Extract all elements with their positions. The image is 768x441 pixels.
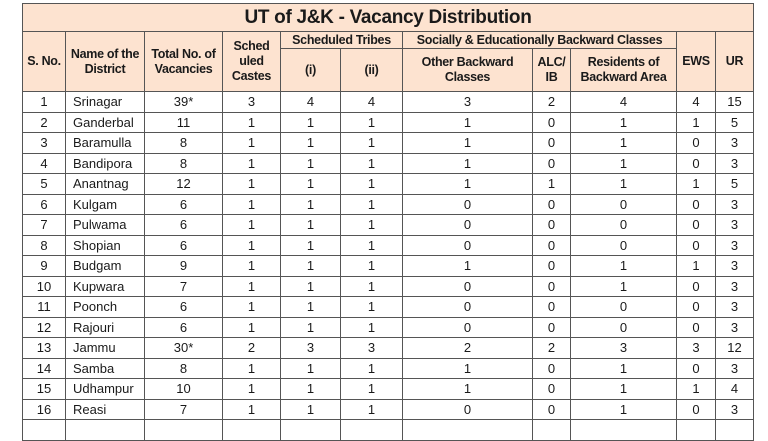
table-cell: 1 (571, 112, 677, 133)
table-cell: 6 (145, 317, 223, 338)
header-obc: Other Backward Classes (403, 49, 533, 92)
table-cell: 1 (341, 235, 403, 256)
district-name-cell: Reasi (66, 399, 145, 420)
table-cell: 1 (281, 153, 341, 174)
table-cell: 5 (23, 174, 66, 195)
table-cell: 8 (145, 133, 223, 154)
table-cell: 1 (571, 153, 677, 174)
table-cell: 1 (223, 153, 281, 174)
table-cell: 1 (571, 399, 677, 420)
table-cell: 1 (341, 276, 403, 297)
table-cell: 1 (281, 133, 341, 154)
table-cell: 1 (341, 215, 403, 236)
table-cell (716, 420, 754, 441)
table-cell: 2 (533, 92, 571, 113)
header-st-ii: (ii) (341, 49, 403, 92)
table-cell: 0 (533, 297, 571, 318)
table-cell: 1 (341, 256, 403, 277)
table-cell: 1 (341, 297, 403, 318)
table-row (23, 235, 754, 256)
table-cell: 1 (281, 297, 341, 318)
table-cell: 3 (716, 297, 754, 318)
table-cell: 0 (677, 399, 716, 420)
table-cell: 12 (23, 317, 66, 338)
table-cell: 1 (341, 174, 403, 195)
table-cell: 3 (341, 338, 403, 359)
table-row (23, 276, 754, 297)
table-cell: 0 (571, 317, 677, 338)
table-row (23, 92, 754, 113)
table-cell: 1 (281, 112, 341, 133)
table-cell: 3 (23, 133, 66, 154)
district-name-cell: Bandipora (66, 153, 145, 174)
table-cell: 11 (23, 297, 66, 318)
table-cell: 1 (223, 174, 281, 195)
district-name-cell: Jammu (66, 338, 145, 359)
table-cell: 0 (533, 256, 571, 277)
table-cell: 1 (223, 133, 281, 154)
table-cell: 1 (223, 297, 281, 318)
table-cell (281, 420, 341, 441)
table-cell: 2 (23, 112, 66, 133)
table-cell: 6 (23, 194, 66, 215)
table-row (23, 133, 754, 154)
district-name-cell: Baramulla (66, 133, 145, 154)
table-cell: 1 (571, 133, 677, 154)
table-cell: 0 (533, 235, 571, 256)
table-cell: 0 (677, 153, 716, 174)
table-row (23, 174, 754, 195)
table-cell: 1 (571, 276, 677, 297)
table-cell: 1 (281, 358, 341, 379)
table-cell: 30* (145, 338, 223, 359)
table-cell: 1 (223, 112, 281, 133)
table-cell: 6 (145, 215, 223, 236)
table-cell: 0 (533, 133, 571, 154)
table-cell: 1 (223, 379, 281, 400)
table-cell: 1 (223, 194, 281, 215)
table-cell: 11 (145, 112, 223, 133)
table-cell: 3 (716, 399, 754, 420)
table-cell: 0 (533, 379, 571, 400)
table-cell: 8 (145, 153, 223, 174)
table-cell: 1 (281, 256, 341, 277)
table-cell: 7 (23, 215, 66, 236)
table-cell: 1 (281, 174, 341, 195)
table-cell: 15 (716, 92, 754, 113)
header-sno: S. No. (23, 32, 66, 92)
table-cell: 0 (533, 399, 571, 420)
table-cell: 0 (677, 276, 716, 297)
table-cell: 1 (281, 379, 341, 400)
table-cell: 9 (23, 256, 66, 277)
district-name-cell: Rajouri (66, 317, 145, 338)
table-cell: 1 (223, 358, 281, 379)
table-cell: 1 (281, 235, 341, 256)
table-cell: 12 (716, 338, 754, 359)
table-cell: 0 (403, 276, 533, 297)
table-cell: 1 (403, 112, 533, 133)
table-cell: 14 (23, 358, 66, 379)
table-cell: 3 (716, 317, 754, 338)
table-cell: 6 (145, 297, 223, 318)
table-cell: 39* (145, 92, 223, 113)
table-cell: 1 (677, 112, 716, 133)
table-cell (533, 420, 571, 441)
table-cell: 1 (281, 194, 341, 215)
table-row (23, 256, 754, 277)
table-row (23, 112, 754, 133)
table-row (23, 153, 754, 174)
table-cell: 3 (571, 338, 677, 359)
table-cell: 1 (403, 379, 533, 400)
table-cell: 6 (145, 194, 223, 215)
table-cell: 13 (23, 338, 66, 359)
table-cell: 1 (403, 358, 533, 379)
table-cell: 3 (716, 276, 754, 297)
table-cell: 0 (571, 215, 677, 236)
table-cell (66, 420, 145, 441)
table-cell: 0 (677, 235, 716, 256)
table-cell: 3 (716, 133, 754, 154)
table-cell: 1 (223, 235, 281, 256)
table-cell (23, 420, 66, 441)
district-name-cell: Pulwama (66, 215, 145, 236)
table-cell: 0 (533, 153, 571, 174)
table-cell: 0 (533, 276, 571, 297)
table-cell: 0 (533, 317, 571, 338)
table-cell: 3 (716, 358, 754, 379)
header-district: Name of the District (66, 32, 145, 92)
table-cell: 1 (403, 174, 533, 195)
header-sebc: Socially & Educationally Backward Classes (403, 32, 677, 49)
table-cell: 8 (145, 358, 223, 379)
table-cell: 0 (403, 297, 533, 318)
district-name-cell: Anantnag (66, 174, 145, 195)
table-cell: 2 (533, 338, 571, 359)
table-cell: 3 (403, 92, 533, 113)
table-cell: 7 (145, 399, 223, 420)
table-cell: 8 (23, 235, 66, 256)
table-row (23, 297, 754, 318)
table-cell: 4 (716, 379, 754, 400)
table-cell: 0 (677, 297, 716, 318)
table-cell: 4 (281, 92, 341, 113)
table-cell: 1 (341, 379, 403, 400)
table-row (23, 194, 754, 215)
district-name-cell: Udhampur (66, 379, 145, 400)
table-cell: 4 (571, 92, 677, 113)
table-cell: 1 (281, 215, 341, 236)
table-cell: 1 (677, 174, 716, 195)
table-cell: 4 (341, 92, 403, 113)
table-cell: 1 (281, 317, 341, 338)
table-cell: 1 (571, 358, 677, 379)
district-name-cell: Samba (66, 358, 145, 379)
table-row (23, 358, 754, 379)
district-name-cell: Srinagar (66, 92, 145, 113)
table-cell: 1 (223, 256, 281, 277)
table-cell: 0 (403, 399, 533, 420)
district-name-cell: Kulgam (66, 194, 145, 215)
vacancy-table (22, 3, 754, 441)
table-row (23, 338, 754, 359)
table-cell: 1 (341, 194, 403, 215)
district-name-cell: Ganderbal (66, 112, 145, 133)
table-cell: 1 (341, 133, 403, 154)
header-sc: Sched uled Castes (223, 32, 281, 92)
table-cell: 3 (716, 215, 754, 236)
table-cell: 0 (677, 133, 716, 154)
table-cell: 1 (341, 317, 403, 338)
table-cell: 3 (716, 194, 754, 215)
table-cell (403, 420, 533, 441)
table-cell: 2 (223, 338, 281, 359)
header-st: Scheduled Tribes (281, 32, 403, 49)
table-cell: 4 (23, 153, 66, 174)
table-cell (223, 420, 281, 441)
table-cell (145, 420, 223, 441)
header-ur: UR (716, 32, 754, 92)
table-cell: 1 (281, 276, 341, 297)
table-cell: 0 (403, 317, 533, 338)
table-cell: 0 (677, 194, 716, 215)
table-title: UT of J&K - Vacancy Distribution (23, 4, 754, 32)
table-cell: 3 (677, 338, 716, 359)
table-cell: 1 (223, 276, 281, 297)
table-row (23, 215, 754, 236)
table-cell: 0 (403, 215, 533, 236)
table-cell: 0 (403, 194, 533, 215)
table-cell: 0 (677, 358, 716, 379)
table-cell: 0 (677, 215, 716, 236)
table-cell: 4 (677, 92, 716, 113)
table-cell: 1 (223, 399, 281, 420)
table-cell: 1 (341, 399, 403, 420)
table-cell: 3 (716, 153, 754, 174)
table-cell: 5 (716, 174, 754, 195)
table-cell (677, 420, 716, 441)
table-cell: 1 (341, 112, 403, 133)
table-cell: 6 (145, 235, 223, 256)
table-cell: 0 (571, 235, 677, 256)
table-cell: 3 (281, 338, 341, 359)
table-cell: 1 (571, 379, 677, 400)
district-name-cell: Poonch (66, 297, 145, 318)
table-cell: 1 (571, 256, 677, 277)
table-cell: 7 (145, 276, 223, 297)
table-row (23, 379, 754, 400)
table-cell: 0 (533, 215, 571, 236)
table-row-partial (23, 420, 754, 441)
table-cell: 0 (533, 358, 571, 379)
table-cell: 1 (533, 174, 571, 195)
header-st-i: (i) (281, 49, 341, 92)
table-cell: 10 (23, 276, 66, 297)
table-cell: 1 (403, 256, 533, 277)
table-cell: 5 (716, 112, 754, 133)
table-cell: 12 (145, 174, 223, 195)
table-cell: 1 (23, 92, 66, 113)
table-cell: 0 (533, 194, 571, 215)
header-alc: ALC/ IB (533, 49, 571, 92)
table-cell: 10 (145, 379, 223, 400)
header-ews: EWS (677, 32, 716, 92)
district-name-cell: Kupwara (66, 276, 145, 297)
header-rba: Residents of Backward Area (571, 49, 677, 92)
table-cell: 0 (403, 235, 533, 256)
table-cell: 3 (223, 92, 281, 113)
table-cell: 9 (145, 256, 223, 277)
table-cell: 1 (223, 215, 281, 236)
district-name-cell: Budgam (66, 256, 145, 277)
table-cell: 3 (716, 235, 754, 256)
table-cell: 1 (677, 256, 716, 277)
table-cell: 0 (571, 297, 677, 318)
table-cell: 1 (341, 153, 403, 174)
table-cell: 1 (223, 317, 281, 338)
table-cell: 15 (23, 379, 66, 400)
table-cell: 2 (403, 338, 533, 359)
table-cell: 1 (403, 153, 533, 174)
table-cell: 1 (403, 133, 533, 154)
table-cell: 0 (677, 317, 716, 338)
table-cell: 1 (571, 174, 677, 195)
table-cell (571, 420, 677, 441)
table-cell: 1 (341, 358, 403, 379)
table-cell: 1 (281, 399, 341, 420)
header-total: Total No. of Vacancies (145, 32, 223, 92)
table-row (23, 317, 754, 338)
district-name-cell: Shopian (66, 235, 145, 256)
table-cell: 0 (571, 194, 677, 215)
table-row (23, 399, 754, 420)
table-cell: 3 (716, 256, 754, 277)
table-cell (341, 420, 403, 441)
table-cell: 0 (533, 112, 571, 133)
table-cell: 16 (23, 399, 66, 420)
table-cell: 1 (677, 379, 716, 400)
